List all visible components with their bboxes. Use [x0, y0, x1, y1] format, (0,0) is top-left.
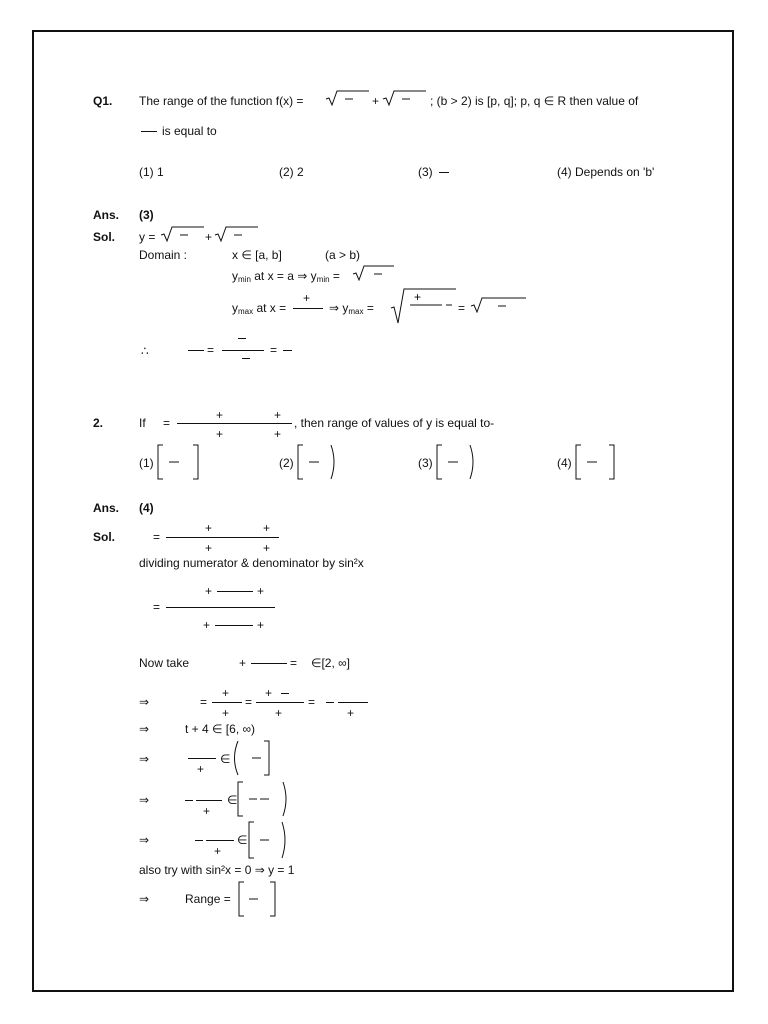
ymin-text: at x = a ⇒ y	[254, 269, 317, 283]
solution-text: ∈[2, ∞]	[311, 656, 351, 670]
sqrt-symbol	[325, 90, 369, 106]
plus-sign: +	[274, 408, 282, 422]
plus-sign: +	[222, 686, 230, 700]
interval-bracket	[237, 781, 289, 817]
option-1: (1) 1	[139, 165, 164, 179]
sqrt-symbol	[390, 288, 456, 324]
answer-label: Ans.	[93, 208, 120, 222]
fraction-bar	[222, 350, 264, 351]
equals-sign: =	[207, 343, 215, 357]
interval-bracket	[238, 881, 278, 917]
interval-bracket	[297, 444, 339, 480]
fraction-bar	[195, 840, 203, 841]
equals-sign: =	[153, 530, 161, 544]
plus-sign: +	[216, 408, 224, 422]
fraction-bar	[188, 758, 216, 759]
plus-sign: +	[203, 804, 211, 818]
ymax-line: $y_{max}$ at x =	[232, 301, 287, 316]
fraction-bar	[196, 800, 222, 801]
element-of: ∈	[237, 833, 248, 847]
fraction-bar	[326, 702, 334, 703]
option-3: (3)	[418, 165, 433, 179]
plus-sign: +	[303, 291, 311, 305]
question-text-part: , then range of values of y is equal to-	[294, 416, 495, 430]
question-text-part: ; (b > 2) is [p, q]; p, q ∈ R then value of	[430, 94, 639, 108]
interval-bracket	[575, 444, 617, 480]
fraction-bar	[256, 702, 304, 703]
therefore-symbol: ∴	[141, 344, 149, 358]
fraction-bar	[188, 350, 204, 351]
plus-sign: +	[203, 618, 211, 632]
fraction-bar	[242, 358, 250, 359]
solution-label: Sol.	[93, 530, 116, 544]
plus-sign: +	[274, 427, 282, 441]
implies-arrow: ⇒	[139, 833, 150, 847]
answer-value: (3)	[139, 208, 154, 222]
equals-sign: =	[163, 416, 171, 430]
implies-arrow: ⇒	[139, 752, 150, 766]
fraction-bar	[215, 625, 253, 626]
fraction-bar	[238, 338, 246, 339]
fraction-bar	[439, 172, 449, 173]
equals-sign: =	[245, 695, 253, 709]
ymin-line: $y_{min}$ at x = a ⇒ $y_{min}$ =	[232, 269, 340, 284]
sqrt-symbol	[352, 265, 394, 281]
numerator: +	[265, 686, 291, 700]
ymax-line: ⇒ $y_{max}$ =	[329, 301, 374, 316]
fraction-bar	[166, 537, 279, 538]
plus-sign: +	[216, 427, 224, 441]
fraction-bar	[166, 607, 275, 608]
question-text	[139, 94, 303, 108]
sqrt-symbol	[160, 226, 204, 242]
plus-sign: +	[257, 584, 265, 598]
plus-sign: +	[205, 541, 213, 555]
option-1: (1)	[139, 456, 154, 470]
interval-bracket	[248, 821, 290, 859]
plus-sign: +	[222, 706, 230, 720]
implies-arrow: ⇒	[139, 695, 150, 709]
solution-y: y =	[139, 230, 156, 244]
interval-bracket	[436, 444, 478, 480]
ymax-text: at x =	[256, 301, 287, 315]
fraction-bar	[212, 702, 242, 703]
plus-sign: +	[197, 762, 205, 776]
fraction-bar	[141, 131, 157, 132]
plus-sign: +	[205, 521, 213, 535]
fraction-bar	[251, 663, 287, 664]
equals-sign: =	[153, 600, 161, 614]
plus-sign: +	[257, 618, 265, 632]
implies-arrow: ⇒	[139, 722, 150, 736]
equals-sign: =	[200, 695, 208, 709]
solution-text: also try with sin²x = 0 ⇒ y = 1	[139, 863, 295, 877]
option-3: (3)	[418, 456, 433, 470]
element-of: ∈	[227, 793, 238, 807]
equals-sign: =	[458, 301, 466, 315]
fraction-bar	[217, 591, 253, 592]
plus-sign: +	[205, 230, 213, 244]
equals-sign: =	[308, 695, 316, 709]
solution-text: dividing numerator & denominator by sin²x	[139, 556, 364, 570]
implies-arrow: ⇒	[139, 793, 150, 807]
option-4: (4)	[557, 456, 572, 470]
sqrt-symbol	[382, 90, 426, 106]
interval-bracket	[157, 444, 199, 480]
question-number: 2.	[93, 416, 104, 430]
plus-sign: +	[214, 844, 222, 858]
fraction-bar	[185, 800, 193, 801]
option-2: (2)	[279, 456, 294, 470]
fraction-bar	[293, 308, 323, 309]
domain-value: x ∈ [a, b]	[232, 248, 282, 262]
question-number: Q1.	[93, 94, 113, 108]
element-of: ∈	[220, 752, 231, 766]
equals-sign: =	[290, 656, 298, 670]
sqrt-symbol	[470, 297, 526, 313]
domain-condition: (a > b)	[325, 248, 361, 262]
option-2: (2) 2	[279, 165, 304, 179]
fraction-bar	[177, 423, 292, 424]
answer-value: (4)	[139, 501, 154, 515]
ymax-text: ⇒ y	[329, 301, 349, 315]
equals-sign: =	[270, 343, 278, 357]
range-label: Range =	[185, 892, 231, 906]
option-4: (4) Depends on 'b'	[557, 165, 655, 179]
plus-sign: +	[372, 94, 380, 108]
sqrt-symbol	[214, 226, 258, 242]
plus-sign: +	[205, 584, 213, 598]
plus-sign: +	[239, 656, 247, 670]
fraction-bar	[338, 702, 368, 703]
fraction-bar	[206, 840, 234, 841]
question-text-part: is equal to	[162, 124, 217, 138]
svg-text:+: +	[414, 290, 422, 304]
answer-label: Ans.	[93, 501, 120, 515]
solution-text: Now take	[139, 656, 190, 670]
plus-sign: +	[263, 521, 271, 535]
implies-arrow: ⇒	[139, 892, 150, 906]
plus-sign: +	[263, 541, 271, 555]
question-text-part: If	[139, 416, 146, 430]
domain-label: Domain :	[139, 248, 188, 262]
question-text-part: The range of the function f(x) =	[139, 94, 304, 108]
plus-sign: +	[275, 706, 283, 720]
solution-label: Sol.	[93, 230, 116, 244]
plus-sign: +	[347, 706, 355, 720]
interval-bracket	[230, 740, 270, 776]
fraction-bar	[283, 350, 292, 351]
solution-text: t + 4 ∈ [6, ∞)	[185, 722, 256, 736]
